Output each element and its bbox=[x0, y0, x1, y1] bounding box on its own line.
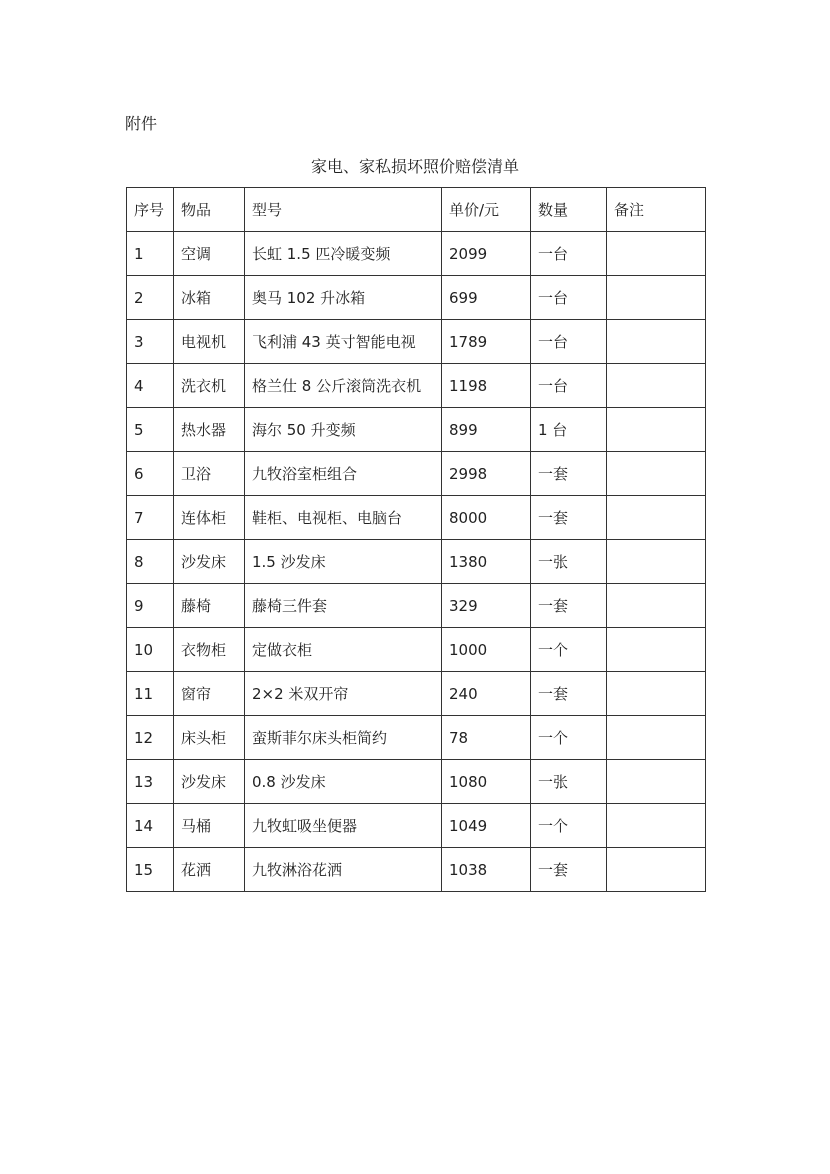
cell-quantity: 一套 bbox=[531, 452, 607, 496]
attachment-label: 附件 bbox=[125, 114, 158, 133]
cell-model: 九牧虹吸坐便器 bbox=[245, 804, 442, 848]
cell-item: 卫浴 bbox=[174, 452, 245, 496]
cell-item: 热水器 bbox=[174, 408, 245, 452]
table-row bbox=[127, 716, 706, 760]
cell-index: 11 bbox=[127, 672, 174, 716]
cell-model: 长虹 1.5 匹冷暖变频 bbox=[245, 232, 442, 276]
cell-item: 藤椅 bbox=[174, 584, 245, 628]
cell-remarks bbox=[607, 232, 706, 276]
cell-remarks bbox=[607, 716, 706, 760]
cell-item: 沙发床 bbox=[174, 540, 245, 584]
table-row bbox=[127, 364, 706, 408]
cell-item: 床头柜 bbox=[174, 716, 245, 760]
cell-index: 12 bbox=[127, 716, 174, 760]
cell-model: 0.8 沙发床 bbox=[245, 760, 442, 804]
cell-model: 九牧淋浴花洒 bbox=[245, 848, 442, 892]
cell-unit-price: 1080 bbox=[442, 760, 531, 804]
cell-unit-price: 1038 bbox=[442, 848, 531, 892]
table-row bbox=[127, 452, 706, 496]
header-index: 序号 bbox=[127, 188, 174, 232]
table-row bbox=[127, 496, 706, 540]
cell-item: 马桶 bbox=[174, 804, 245, 848]
cell-index: 6 bbox=[127, 452, 174, 496]
header-model: 型号 bbox=[245, 188, 442, 232]
cell-quantity: 一台 bbox=[531, 232, 607, 276]
cell-remarks bbox=[607, 540, 706, 584]
cell-unit-price: 1380 bbox=[442, 540, 531, 584]
cell-index: 10 bbox=[127, 628, 174, 672]
table-header-row bbox=[127, 188, 706, 232]
cell-index: 14 bbox=[127, 804, 174, 848]
cell-remarks bbox=[607, 452, 706, 496]
cell-index: 15 bbox=[127, 848, 174, 892]
cell-item: 冰箱 bbox=[174, 276, 245, 320]
cell-item: 连体柜 bbox=[174, 496, 245, 540]
cell-unit-price: 1000 bbox=[442, 628, 531, 672]
header-unit-price: 单价/元 bbox=[442, 188, 531, 232]
cell-item: 沙发床 bbox=[174, 760, 245, 804]
cell-model: 九牧浴室柜组合 bbox=[245, 452, 442, 496]
cell-remarks bbox=[607, 496, 706, 540]
cell-unit-price: 699 bbox=[442, 276, 531, 320]
cell-unit-price: 1049 bbox=[442, 804, 531, 848]
cell-index: 5 bbox=[127, 408, 174, 452]
cell-quantity: 一个 bbox=[531, 716, 607, 760]
cell-unit-price: 329 bbox=[442, 584, 531, 628]
cell-model: 飞利浦 43 英寸智能电视 bbox=[245, 320, 442, 364]
compensation-table bbox=[126, 187, 706, 892]
cell-quantity: 一台 bbox=[531, 364, 607, 408]
header-remarks: 备注 bbox=[607, 188, 706, 232]
cell-remarks bbox=[607, 584, 706, 628]
table-row bbox=[127, 672, 706, 716]
cell-item: 空调 bbox=[174, 232, 245, 276]
cell-item: 洗衣机 bbox=[174, 364, 245, 408]
cell-index: 8 bbox=[127, 540, 174, 584]
table-row bbox=[127, 276, 706, 320]
table-row bbox=[127, 540, 706, 584]
cell-remarks bbox=[607, 364, 706, 408]
cell-item: 窗帘 bbox=[174, 672, 245, 716]
cell-model: 海尔 50 升变频 bbox=[245, 408, 442, 452]
cell-index: 1 bbox=[127, 232, 174, 276]
cell-remarks bbox=[607, 628, 706, 672]
cell-item: 花洒 bbox=[174, 848, 245, 892]
table-row bbox=[127, 320, 706, 364]
table-row bbox=[127, 760, 706, 804]
cell-remarks bbox=[607, 408, 706, 452]
cell-index: 9 bbox=[127, 584, 174, 628]
cell-index: 4 bbox=[127, 364, 174, 408]
cell-index: 3 bbox=[127, 320, 174, 364]
cell-quantity: 1 台 bbox=[531, 408, 607, 452]
cell-quantity: 一张 bbox=[531, 540, 607, 584]
cell-model: 奥马 102 升冰箱 bbox=[245, 276, 442, 320]
cell-index: 7 bbox=[127, 496, 174, 540]
header-item: 物品 bbox=[174, 188, 245, 232]
header-quantity: 数量 bbox=[531, 188, 607, 232]
table-row bbox=[127, 408, 706, 452]
cell-quantity: 一台 bbox=[531, 320, 607, 364]
cell-index: 2 bbox=[127, 276, 174, 320]
cell-quantity: 一套 bbox=[531, 496, 607, 540]
cell-remarks bbox=[607, 804, 706, 848]
table-row bbox=[127, 232, 706, 276]
cell-model: 鞋柜、电视柜、电脑台 bbox=[245, 496, 442, 540]
cell-model: 2×2 米双开帘 bbox=[245, 672, 442, 716]
cell-quantity: 一个 bbox=[531, 804, 607, 848]
cell-index: 13 bbox=[127, 760, 174, 804]
cell-model: 定做衣柜 bbox=[245, 628, 442, 672]
cell-remarks bbox=[607, 320, 706, 364]
table-row bbox=[127, 628, 706, 672]
cell-model: 格兰仕 8 公斤滚筒洗衣机 bbox=[245, 364, 442, 408]
cell-quantity: 一套 bbox=[531, 848, 607, 892]
cell-quantity: 一套 bbox=[531, 584, 607, 628]
cell-item: 电视机 bbox=[174, 320, 245, 364]
cell-unit-price: 1198 bbox=[442, 364, 531, 408]
cell-unit-price: 78 bbox=[442, 716, 531, 760]
cell-model: 1.5 沙发床 bbox=[245, 540, 442, 584]
cell-remarks bbox=[607, 672, 706, 716]
cell-quantity: 一台 bbox=[531, 276, 607, 320]
cell-remarks bbox=[607, 276, 706, 320]
table-row bbox=[127, 848, 706, 892]
cell-remarks bbox=[607, 848, 706, 892]
cell-quantity: 一套 bbox=[531, 672, 607, 716]
cell-unit-price: 8000 bbox=[442, 496, 531, 540]
cell-unit-price: 240 bbox=[442, 672, 531, 716]
cell-item: 衣物柜 bbox=[174, 628, 245, 672]
document-title: 家电、家私损坏照价赔偿清单 bbox=[310, 157, 519, 176]
cell-quantity: 一个 bbox=[531, 628, 607, 672]
cell-remarks bbox=[607, 760, 706, 804]
cell-quantity: 一张 bbox=[531, 760, 607, 804]
cell-model: 蛮斯菲尔床头柜简约 bbox=[245, 716, 442, 760]
table-row bbox=[127, 804, 706, 848]
cell-unit-price: 1789 bbox=[442, 320, 531, 364]
cell-unit-price: 2998 bbox=[442, 452, 531, 496]
cell-unit-price: 899 bbox=[442, 408, 531, 452]
cell-unit-price: 2099 bbox=[442, 232, 531, 276]
table-row bbox=[127, 584, 706, 628]
cell-model: 藤椅三件套 bbox=[245, 584, 442, 628]
